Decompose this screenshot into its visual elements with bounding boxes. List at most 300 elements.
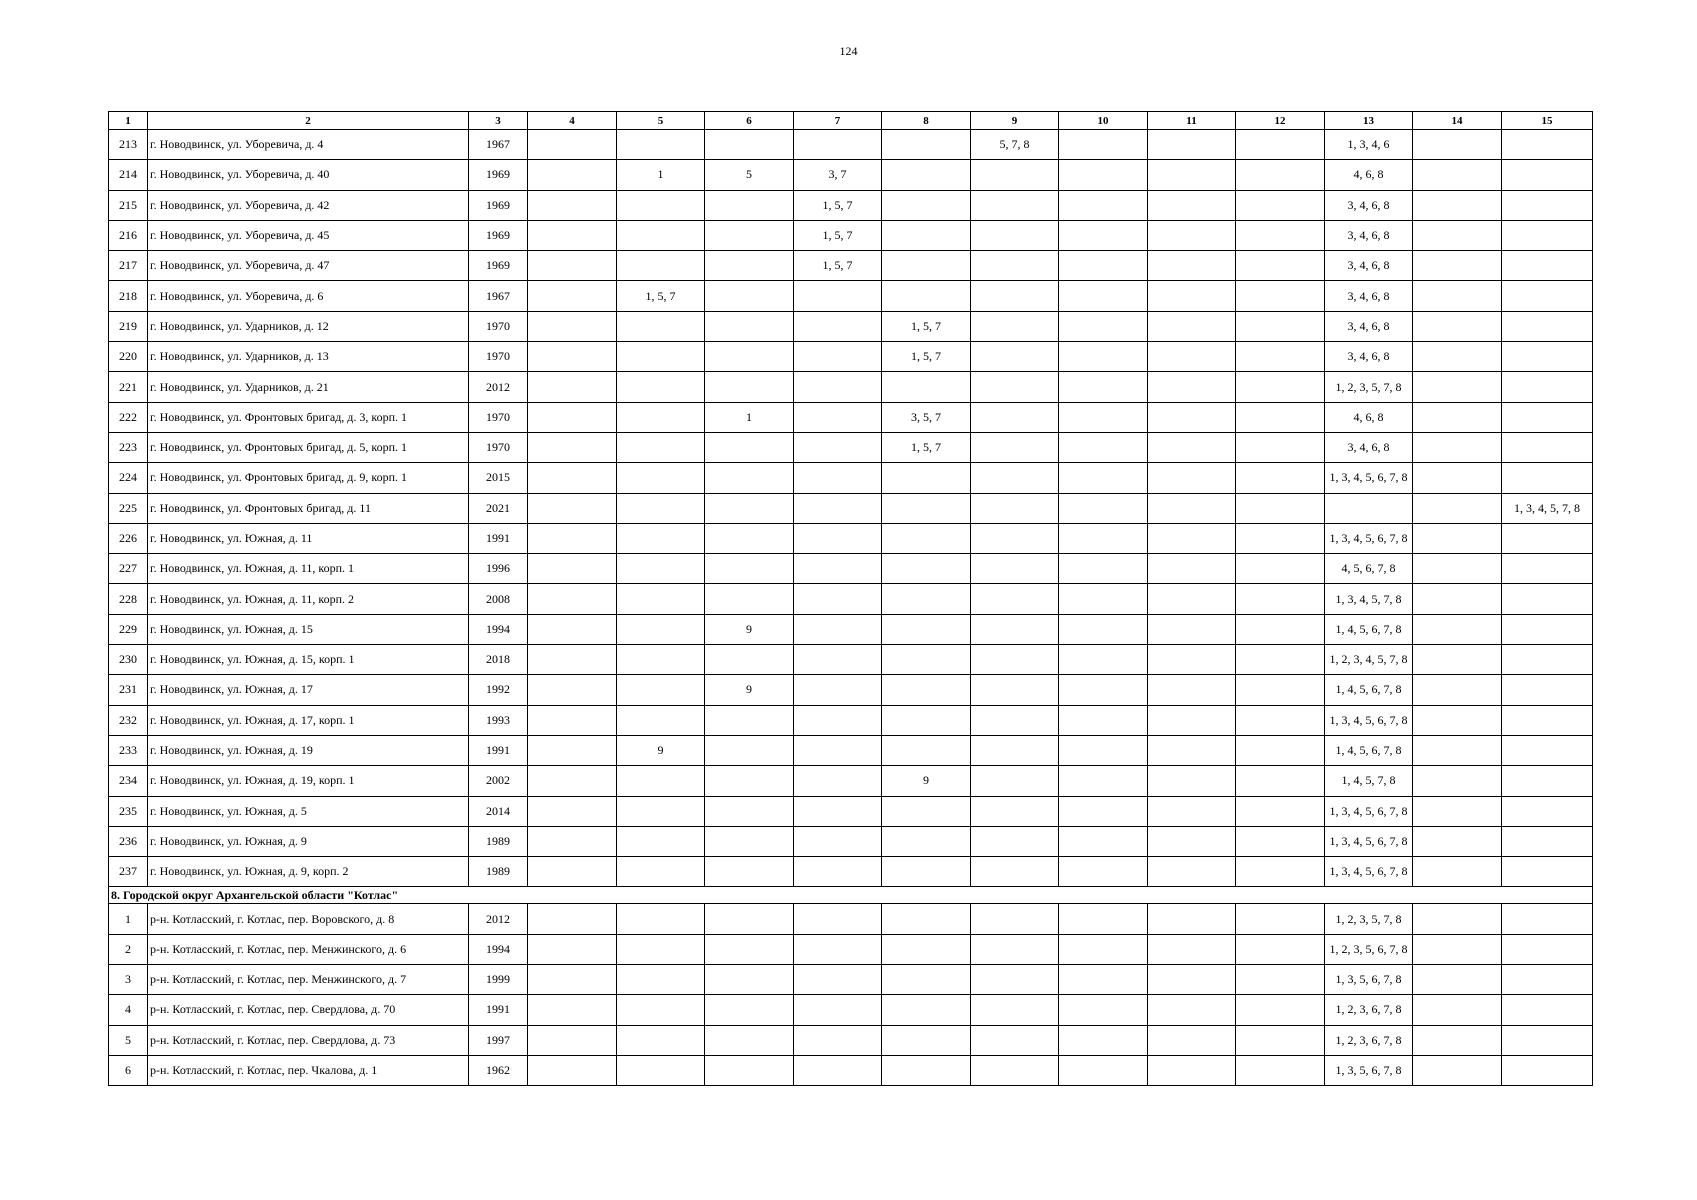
value-cell-col-12 <box>1236 190 1325 220</box>
value-cell-col-13: 1, 3, 5, 6, 7, 8 <box>1325 965 1413 995</box>
value-cell-col-7 <box>794 614 882 644</box>
year-cell: 1962 <box>469 1055 528 1085</box>
value-cell-col-8 <box>882 934 971 964</box>
value-cell-col-7 <box>794 904 882 934</box>
value-cell-col-6: 5 <box>705 160 794 190</box>
value-cell-col-11 <box>1148 523 1236 553</box>
row-number-cell: 228 <box>109 584 148 614</box>
value-cell-col-10 <box>1059 190 1148 220</box>
value-cell-col-11 <box>1148 311 1236 341</box>
value-cell-col-14 <box>1413 675 1502 705</box>
value-cell-col-12 <box>1236 342 1325 372</box>
value-cell-col-9 <box>971 857 1059 887</box>
value-cell-col-11 <box>1148 493 1236 523</box>
value-cell-col-7: 3, 7 <box>794 160 882 190</box>
year-cell: 1970 <box>469 402 528 432</box>
value-cell-col-11 <box>1148 766 1236 796</box>
value-cell-col-13: 3, 4, 6, 8 <box>1325 311 1413 341</box>
table-row <box>109 1055 1593 1085</box>
value-cell-col-12 <box>1236 523 1325 553</box>
value-cell-col-4 <box>528 342 617 372</box>
row-number-cell: 227 <box>109 554 148 584</box>
address-cell: р-н. Котласский, г. Котлас, пер. Чкалова, д. 1 <box>148 1055 469 1085</box>
value-cell-col-7 <box>794 372 882 402</box>
year-cell: 1967 <box>469 281 528 311</box>
value-cell-col-12 <box>1236 432 1325 462</box>
value-cell-col-7 <box>794 645 882 675</box>
value-cell-col-6 <box>705 904 794 934</box>
value-cell-col-13: 1, 3, 4, 5, 7, 8 <box>1325 584 1413 614</box>
value-cell-col-4 <box>528 523 617 553</box>
value-cell-col-8 <box>882 904 971 934</box>
year-cell: 2008 <box>469 584 528 614</box>
value-cell-col-15 <box>1502 796 1593 826</box>
value-cell-col-12 <box>1236 372 1325 402</box>
value-cell-col-4 <box>528 1055 617 1085</box>
value-cell-col-15 <box>1502 554 1593 584</box>
value-cell-col-6 <box>705 130 794 160</box>
row-number-cell: 1 <box>109 904 148 934</box>
value-cell-col-4 <box>528 220 617 250</box>
value-cell-col-12 <box>1236 796 1325 826</box>
value-cell-col-8 <box>882 584 971 614</box>
value-cell-col-15 <box>1502 934 1593 964</box>
table-row <box>109 584 1593 614</box>
value-cell-col-8 <box>882 220 971 250</box>
value-cell-col-10 <box>1059 995 1148 1025</box>
value-cell-col-10 <box>1059 735 1148 765</box>
value-cell-col-12 <box>1236 130 1325 160</box>
value-cell-col-14 <box>1413 251 1502 281</box>
value-cell-col-9 <box>971 554 1059 584</box>
value-cell-col-11 <box>1148 965 1236 995</box>
value-cell-col-11 <box>1148 735 1236 765</box>
row-number-cell: 218 <box>109 281 148 311</box>
value-cell-col-5 <box>617 934 705 964</box>
address-cell: р-н. Котласский, г. Котлас, пер. Воровского, д. 8 <box>148 904 469 934</box>
value-cell-col-14 <box>1413 705 1502 735</box>
column-header-14: 14 <box>1413 112 1502 130</box>
value-cell-col-5 <box>617 645 705 675</box>
value-cell-col-6 <box>705 220 794 250</box>
address-cell: г. Новодвинск, ул. Уборевича, д. 42 <box>148 190 469 220</box>
value-cell-col-6 <box>705 372 794 402</box>
value-cell-col-12 <box>1236 645 1325 675</box>
value-cell-col-9 <box>971 675 1059 705</box>
value-cell-col-10 <box>1059 160 1148 190</box>
value-cell-col-13: 4, 5, 6, 7, 8 <box>1325 554 1413 584</box>
value-cell-col-9 <box>971 1055 1059 1085</box>
value-cell-col-4 <box>528 934 617 964</box>
value-cell-col-13: 3, 4, 6, 8 <box>1325 190 1413 220</box>
year-cell: 1991 <box>469 735 528 765</box>
value-cell-col-14 <box>1413 160 1502 190</box>
value-cell-col-5 <box>617 402 705 432</box>
value-cell-col-14 <box>1413 523 1502 553</box>
value-cell-col-7 <box>794 1055 882 1085</box>
value-cell-col-7 <box>794 130 882 160</box>
value-cell-col-11 <box>1148 904 1236 934</box>
value-cell-col-10 <box>1059 796 1148 826</box>
value-cell-col-10 <box>1059 614 1148 644</box>
value-cell-col-13: 1, 4, 5, 7, 8 <box>1325 766 1413 796</box>
table-row <box>109 402 1593 432</box>
column-header-9: 9 <box>971 112 1059 130</box>
value-cell-col-5 <box>617 311 705 341</box>
value-cell-col-11 <box>1148 220 1236 250</box>
value-cell-col-4 <box>528 735 617 765</box>
value-cell-col-5 <box>617 190 705 220</box>
value-cell-col-6 <box>705 735 794 765</box>
value-cell-col-9 <box>971 190 1059 220</box>
value-cell-col-10 <box>1059 934 1148 964</box>
value-cell-col-6 <box>705 281 794 311</box>
value-cell-col-15 <box>1502 904 1593 934</box>
row-number-cell: 224 <box>109 463 148 493</box>
value-cell-col-11 <box>1148 130 1236 160</box>
row-number-cell: 3 <box>109 965 148 995</box>
value-cell-col-14 <box>1413 311 1502 341</box>
table-row <box>109 766 1593 796</box>
value-cell-col-9 <box>971 995 1059 1025</box>
value-cell-col-4 <box>528 995 617 1025</box>
row-number-cell: 223 <box>109 432 148 462</box>
value-cell-col-15 <box>1502 995 1593 1025</box>
value-cell-col-8 <box>882 1025 971 1055</box>
value-cell-col-15 <box>1502 1055 1593 1085</box>
value-cell-col-11 <box>1148 251 1236 281</box>
value-cell-col-4 <box>528 311 617 341</box>
value-cell-col-9 <box>971 614 1059 644</box>
value-cell-col-11 <box>1148 463 1236 493</box>
year-cell: 1967 <box>469 130 528 160</box>
value-cell-col-11 <box>1148 160 1236 190</box>
value-cell-col-6 <box>705 826 794 856</box>
value-cell-col-11 <box>1148 281 1236 311</box>
value-cell-col-10 <box>1059 311 1148 341</box>
value-cell-col-6 <box>705 1055 794 1085</box>
value-cell-col-5 <box>617 220 705 250</box>
value-cell-col-4 <box>528 493 617 523</box>
address-cell: р-н. Котласский, г. Котлас, пер. Свердлова, д. 70 <box>148 995 469 1025</box>
value-cell-col-12 <box>1236 463 1325 493</box>
value-cell-col-13: 1, 2, 3, 4, 5, 7, 8 <box>1325 645 1413 675</box>
value-cell-col-15 <box>1502 190 1593 220</box>
value-cell-col-8 <box>882 1055 971 1085</box>
value-cell-col-7: 1, 5, 7 <box>794 220 882 250</box>
year-cell: 1969 <box>469 160 528 190</box>
value-cell-col-4 <box>528 190 617 220</box>
table-row <box>109 554 1593 584</box>
value-cell-col-10 <box>1059 523 1148 553</box>
value-cell-col-13: 1, 4, 5, 6, 7, 8 <box>1325 675 1413 705</box>
value-cell-col-14 <box>1413 766 1502 796</box>
value-cell-col-4 <box>528 432 617 462</box>
value-cell-col-7 <box>794 311 882 341</box>
value-cell-col-12 <box>1236 220 1325 250</box>
value-cell-col-9 <box>971 904 1059 934</box>
value-cell-col-15 <box>1502 766 1593 796</box>
year-cell: 2018 <box>469 645 528 675</box>
value-cell-col-13: 1, 4, 5, 6, 7, 8 <box>1325 735 1413 765</box>
value-cell-col-6 <box>705 705 794 735</box>
address-cell: г. Новодвинск, ул. Ударников, д. 21 <box>148 372 469 402</box>
value-cell-col-6 <box>705 584 794 614</box>
value-cell-col-5 <box>617 1025 705 1055</box>
value-cell-col-12 <box>1236 904 1325 934</box>
row-number-cell: 230 <box>109 645 148 675</box>
row-number-cell: 220 <box>109 342 148 372</box>
value-cell-col-13: 4, 6, 8 <box>1325 160 1413 190</box>
section-title: 8. Городской округ Архангельской области "Котлас" <box>109 887 1593 904</box>
value-cell-col-4 <box>528 826 617 856</box>
value-cell-col-4 <box>528 645 617 675</box>
year-cell: 1996 <box>469 554 528 584</box>
table-row <box>109 220 1593 250</box>
value-cell-col-12 <box>1236 857 1325 887</box>
value-cell-col-5 <box>617 857 705 887</box>
value-cell-col-11 <box>1148 432 1236 462</box>
address-cell: г. Новодвинск, ул. Южная, д. 17, корп. 1 <box>148 705 469 735</box>
value-cell-col-12 <box>1236 995 1325 1025</box>
value-cell-col-9 <box>971 160 1059 190</box>
row-number-cell: 213 <box>109 130 148 160</box>
value-cell-col-13: 1, 3, 4, 5, 6, 7, 8 <box>1325 523 1413 553</box>
section-header-row <box>109 887 1593 904</box>
table-row <box>109 281 1593 311</box>
value-cell-col-13: 1, 2, 3, 6, 7, 8 <box>1325 995 1413 1025</box>
value-cell-col-4 <box>528 965 617 995</box>
value-cell-col-14 <box>1413 402 1502 432</box>
value-cell-col-9 <box>971 463 1059 493</box>
value-cell-col-15: 1, 3, 4, 5, 7, 8 <box>1502 493 1593 523</box>
address-cell: г. Новодвинск, ул. Фронтовых бригад, д. 3, корп. 1 <box>148 402 469 432</box>
value-cell-col-5: 1 <box>617 160 705 190</box>
table-row <box>109 190 1593 220</box>
value-cell-col-8 <box>882 523 971 553</box>
page-number: 124 <box>839 44 858 58</box>
value-cell-col-9 <box>971 735 1059 765</box>
value-cell-col-8 <box>882 796 971 826</box>
value-cell-col-5 <box>617 584 705 614</box>
value-cell-col-9 <box>971 432 1059 462</box>
year-cell: 2012 <box>469 904 528 934</box>
value-cell-col-10 <box>1059 130 1148 160</box>
value-cell-col-10 <box>1059 220 1148 250</box>
address-cell: г. Новодвинск, ул. Фронтовых бригад, д. 11 <box>148 493 469 523</box>
row-number-cell: 233 <box>109 735 148 765</box>
year-cell: 1969 <box>469 190 528 220</box>
value-cell-col-7 <box>794 675 882 705</box>
table-row <box>109 995 1593 1025</box>
value-cell-col-11 <box>1148 584 1236 614</box>
value-cell-col-11 <box>1148 402 1236 432</box>
value-cell-col-10 <box>1059 554 1148 584</box>
value-cell-col-8 <box>882 614 971 644</box>
value-cell-col-7 <box>794 934 882 964</box>
value-cell-col-6 <box>705 554 794 584</box>
table-row <box>109 432 1593 462</box>
value-cell-col-4 <box>528 857 617 887</box>
value-cell-col-7 <box>794 995 882 1025</box>
value-cell-col-11 <box>1148 826 1236 856</box>
value-cell-col-15 <box>1502 251 1593 281</box>
row-number-cell: 229 <box>109 614 148 644</box>
value-cell-col-5 <box>617 432 705 462</box>
value-cell-col-11 <box>1148 372 1236 402</box>
value-cell-col-4 <box>528 796 617 826</box>
value-cell-col-7 <box>794 826 882 856</box>
value-cell-col-12 <box>1236 554 1325 584</box>
value-cell-col-11 <box>1148 995 1236 1025</box>
value-cell-col-8 <box>882 857 971 887</box>
value-cell-col-7 <box>794 766 882 796</box>
column-header-10: 10 <box>1059 112 1148 130</box>
value-cell-col-8 <box>882 826 971 856</box>
value-cell-col-15 <box>1502 523 1593 553</box>
value-cell-col-13: 1, 3, 4, 5, 6, 7, 8 <box>1325 826 1413 856</box>
value-cell-col-9 <box>971 342 1059 372</box>
value-cell-col-15 <box>1502 857 1593 887</box>
row-number-cell: 6 <box>109 1055 148 1085</box>
value-cell-col-5 <box>617 965 705 995</box>
column-header-3: 3 <box>469 112 528 130</box>
row-number-cell: 222 <box>109 402 148 432</box>
address-cell: г. Новодвинск, ул. Южная, д. 17 <box>148 675 469 705</box>
value-cell-col-14 <box>1413 735 1502 765</box>
value-cell-col-6 <box>705 463 794 493</box>
table-row <box>109 705 1593 735</box>
value-cell-col-12 <box>1236 1055 1325 1085</box>
value-cell-col-7 <box>794 584 882 614</box>
address-cell: г. Новодвинск, ул. Ударников, д. 13 <box>148 342 469 372</box>
value-cell-col-4 <box>528 904 617 934</box>
value-cell-col-6 <box>705 251 794 281</box>
table-row <box>109 523 1593 553</box>
value-cell-col-5 <box>617 796 705 826</box>
value-cell-col-9 <box>971 965 1059 995</box>
value-cell-col-15 <box>1502 372 1593 402</box>
value-cell-col-4 <box>528 372 617 402</box>
value-cell-col-14 <box>1413 826 1502 856</box>
value-cell-col-6 <box>705 493 794 523</box>
value-cell-col-9 <box>971 796 1059 826</box>
value-cell-col-7 <box>794 796 882 826</box>
value-cell-col-15 <box>1502 705 1593 735</box>
table-row <box>109 645 1593 675</box>
value-cell-col-12 <box>1236 281 1325 311</box>
value-cell-col-5 <box>617 995 705 1025</box>
address-cell: г. Новодвинск, ул. Южная, д. 15 <box>148 614 469 644</box>
value-cell-col-8 <box>882 281 971 311</box>
column-header-7: 7 <box>794 112 882 130</box>
value-cell-col-10 <box>1059 251 1148 281</box>
address-cell: р-н. Котласский, г. Котлас, пер. Свердлова, д. 73 <box>148 1025 469 1055</box>
table-row <box>109 1025 1593 1055</box>
value-cell-col-13: 3, 4, 6, 8 <box>1325 220 1413 250</box>
value-cell-col-10 <box>1059 584 1148 614</box>
value-cell-col-6: 9 <box>705 675 794 705</box>
value-cell-col-14 <box>1413 432 1502 462</box>
value-cell-col-9: 5, 7, 8 <box>971 130 1059 160</box>
column-header-4: 4 <box>528 112 617 130</box>
value-cell-col-11 <box>1148 645 1236 675</box>
value-cell-col-8 <box>882 995 971 1025</box>
value-cell-col-8 <box>882 463 971 493</box>
value-cell-col-12 <box>1236 1025 1325 1055</box>
value-cell-col-4 <box>528 402 617 432</box>
value-cell-col-10 <box>1059 493 1148 523</box>
value-cell-col-10 <box>1059 766 1148 796</box>
column-header-8: 8 <box>882 112 971 130</box>
value-cell-col-4 <box>528 281 617 311</box>
address-cell: г. Новодвинск, ул. Южная, д. 9 <box>148 826 469 856</box>
value-cell-col-11 <box>1148 342 1236 372</box>
value-cell-col-6 <box>705 432 794 462</box>
value-cell-col-13: 1, 2, 3, 5, 7, 8 <box>1325 904 1413 934</box>
value-cell-col-13: 1, 3, 4, 5, 6, 7, 8 <box>1325 463 1413 493</box>
value-cell-col-10 <box>1059 965 1148 995</box>
row-number-cell: 236 <box>109 826 148 856</box>
value-cell-col-13: 1, 2, 3, 6, 7, 8 <box>1325 1025 1413 1055</box>
value-cell-col-11 <box>1148 1025 1236 1055</box>
year-cell: 1993 <box>469 705 528 735</box>
value-cell-col-12 <box>1236 826 1325 856</box>
value-cell-col-13: 1, 4, 5, 6, 7, 8 <box>1325 614 1413 644</box>
value-cell-col-11 <box>1148 614 1236 644</box>
value-cell-col-4 <box>528 766 617 796</box>
value-cell-col-11 <box>1148 1055 1236 1085</box>
table-body <box>109 130 1593 1086</box>
value-cell-col-13: 3, 4, 6, 8 <box>1325 281 1413 311</box>
value-cell-col-5 <box>617 766 705 796</box>
year-cell: 2021 <box>469 493 528 523</box>
value-cell-col-10 <box>1059 463 1148 493</box>
value-cell-col-5 <box>617 342 705 372</box>
value-cell-col-6 <box>705 934 794 964</box>
value-cell-col-4 <box>528 614 617 644</box>
value-cell-col-9 <box>971 766 1059 796</box>
value-cell-col-15 <box>1502 160 1593 190</box>
year-cell: 2014 <box>469 796 528 826</box>
value-cell-col-14 <box>1413 584 1502 614</box>
value-cell-col-11 <box>1148 934 1236 964</box>
column-header-1: 1 <box>109 112 148 130</box>
column-header-13: 13 <box>1325 112 1413 130</box>
table-row <box>109 904 1593 934</box>
row-number-cell: 2 <box>109 934 148 964</box>
column-header-11: 11 <box>1148 112 1236 130</box>
value-cell-col-7 <box>794 463 882 493</box>
value-cell-col-8 <box>882 645 971 675</box>
value-cell-col-5: 1, 5, 7 <box>617 281 705 311</box>
table-row <box>109 796 1593 826</box>
value-cell-col-10 <box>1059 342 1148 372</box>
value-cell-col-13: 3, 4, 6, 8 <box>1325 342 1413 372</box>
row-number-cell: 214 <box>109 160 148 190</box>
value-cell-col-13: 1, 2, 3, 5, 6, 7, 8 <box>1325 934 1413 964</box>
value-cell-col-7 <box>794 965 882 995</box>
value-cell-col-10 <box>1059 645 1148 675</box>
value-cell-col-9 <box>971 934 1059 964</box>
value-cell-col-15 <box>1502 1025 1593 1055</box>
value-cell-col-6 <box>705 857 794 887</box>
value-cell-col-7 <box>794 402 882 432</box>
year-cell: 1991 <box>469 995 528 1025</box>
address-cell: г. Новодвинск, ул. Уборевича, д. 6 <box>148 281 469 311</box>
value-cell-col-15 <box>1502 311 1593 341</box>
year-cell: 1994 <box>469 934 528 964</box>
